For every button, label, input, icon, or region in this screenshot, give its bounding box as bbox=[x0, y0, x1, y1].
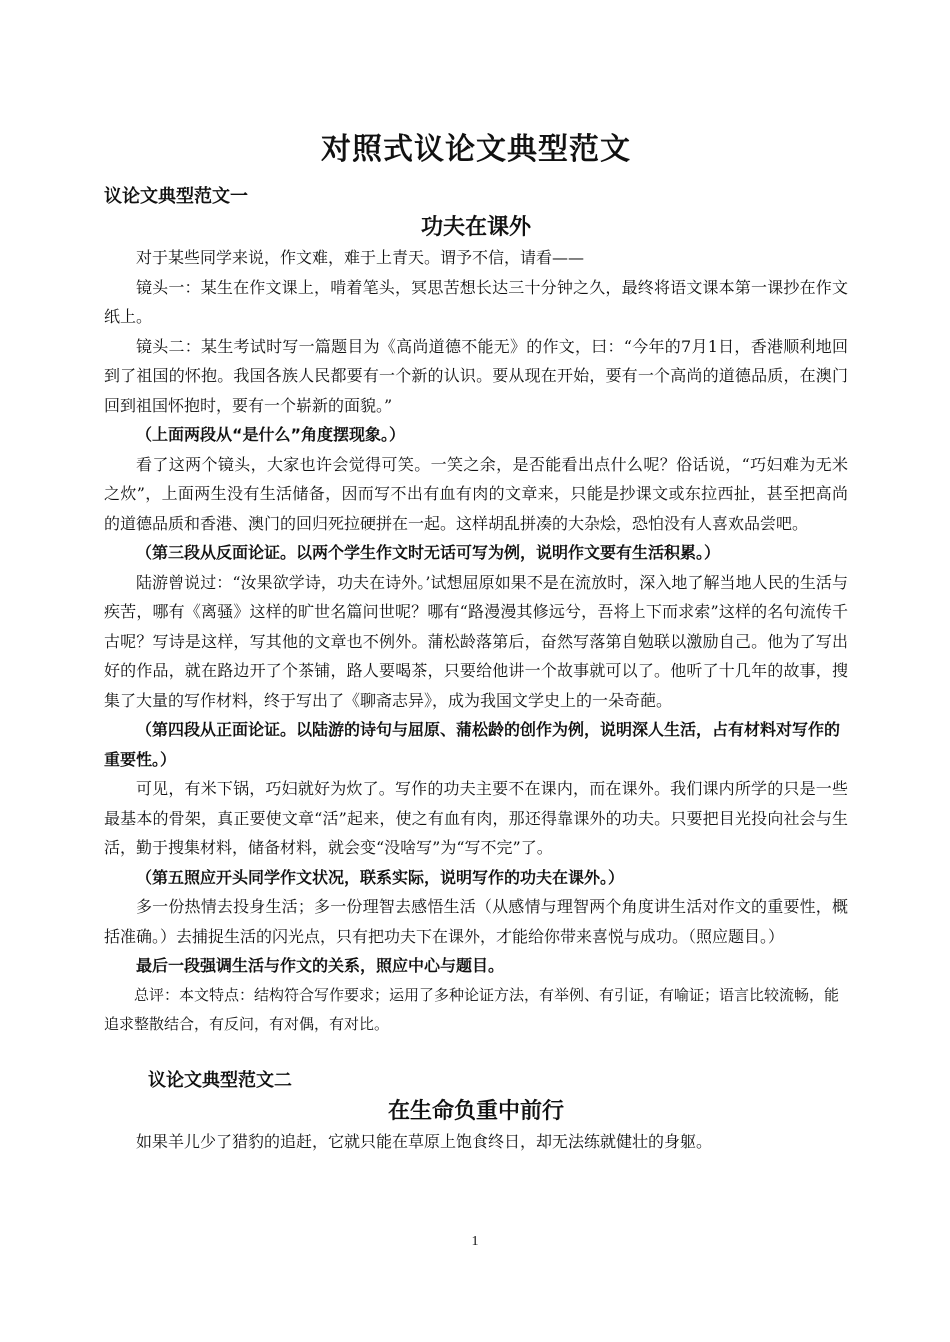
annotation-note: 最后一段强调生活与作文的关系，照应中心与题目。 bbox=[136, 956, 505, 975]
annotation-note: （上面两段从“是什么”角度摆现象。） bbox=[136, 425, 406, 444]
paragraph: 看了这两个镜头，大家也许会觉得可笑。一笑之余，是否能看出点什么呢？俗话说，“巧妇难为无米之炊”，上面两生没有生活储备，因而写不出有血有肉的文章来，只能是抄课文或东拉西扯，甚至把高尚的道德品质和香港、澳门的回归死拉硬拼在一起。这样胡乱拼凑的大杂烩，恐怕没有人喜欢品尝吧。 bbox=[104, 454, 848, 533]
sample-2-essay-title: 在生命负重中前行 bbox=[387, 1098, 564, 1124]
sample-2-label: 议论文典型范文二 bbox=[148, 1069, 292, 1091]
paragraph: 如果羊儿少了猎豹的追赶，它就只能在草原上饱食终日，却无法练就健壮的身躯。 bbox=[136, 1131, 713, 1151]
section-spacer bbox=[104, 1040, 848, 1066]
paragraph: 镜头一：某生在作文课上，啃着笔头，冥思苦想长达三十分钟之久，最终将语文课本第一课抄在作文纸上。 bbox=[104, 277, 848, 326]
paragraph: 多一份热情去投身生活；多一份理智去感悟生活（从感情与理智两个角度讲生活对作文的重要性，概括准确。）去捕捉生活的闪光点，只有把功夫下在课外，才能给你带来喜悦与成功。（照应题目。） bbox=[104, 897, 848, 946]
document-title: 对照式议论文典型范文 bbox=[321, 132, 631, 167]
summary-comment: 总评：本文特点：结构符合写作要求；运用了多种论证方法，有举例、有引证，有喻证；语言比较流畅，能追求整散结合，有反问，有对偶，有对比。 bbox=[104, 985, 840, 1033]
annotation-note: （第五照应开头同学作文状况，联系实际，说明写作的功夫在课外。） bbox=[136, 867, 625, 887]
paragraph: 对于某些同学来说，作文难，难于上青天。谓予不信，请看—— bbox=[136, 248, 585, 267]
paragraph: 可见，有米下锅，巧妇就好为炊了。写作的功夫主要不在课内，而在课外。我们课内所学的只是一些最基本的骨架，真正要使文章“活”起来，使之有血有肉，那还得靠课外的功夫。只要把目光投向社会与生活，勤于搜集材料，储备材料，就会变“没啥写”为“写不完”了。 bbox=[104, 779, 848, 857]
paragraph: 陆游曾说过：“汝果欲学诗，功夫在诗外。’试想屈原如果不是在流放时，深入地了解当地人民的生活与疾苦，哪有《离骚》这样的旷世名篇问世呢？哪有“路漫漫其修远兮，吾将上下而求索”这样的名句流传千古呢？写诗是这样，写其他的文章也不例外。蒲松龄落第后，奋然写落第自勉联以激励自己。他为了写出好的作品，就在路边开了个茶铺，路人要喝茶，只要给他讲一个故事就可以了。他听了十几年的故事，搜集了大量的写作材料，终于写出了《聊斋志异》，成为我国文学史上的一朵奇葩。 bbox=[104, 572, 848, 710]
page-number: 1 bbox=[471, 1234, 479, 1249]
paragraph: 镜头二：某生考试时写一篇题目为《高尚道德不能无》的作文，曰：“今年的7月1日，香港顺利地回到了祖国的怀抱。我国各族人民都要有一个新的认识。要从现在开始，要有一个高尚的道德品质，在澳门回到祖国怀抱时，要有一个崭新的面貌。” bbox=[104, 336, 848, 415]
page-content bbox=[104, 124, 848, 1156]
sample-1-essay-title: 功夫在课外 bbox=[420, 215, 531, 240]
annotation-note: （第四段从正面论证。以陆游的诗句与屈原、蒲松龄的创作为例，说明深人生活，占有材料对写作的重要性。） bbox=[104, 720, 841, 769]
annotation-note: （第三段从反面论证。以两个学生作文时无话可写为例，说明作文要有生活积累。） bbox=[136, 543, 721, 562]
sample-1-label: 议论文典型范文一 bbox=[104, 186, 248, 207]
